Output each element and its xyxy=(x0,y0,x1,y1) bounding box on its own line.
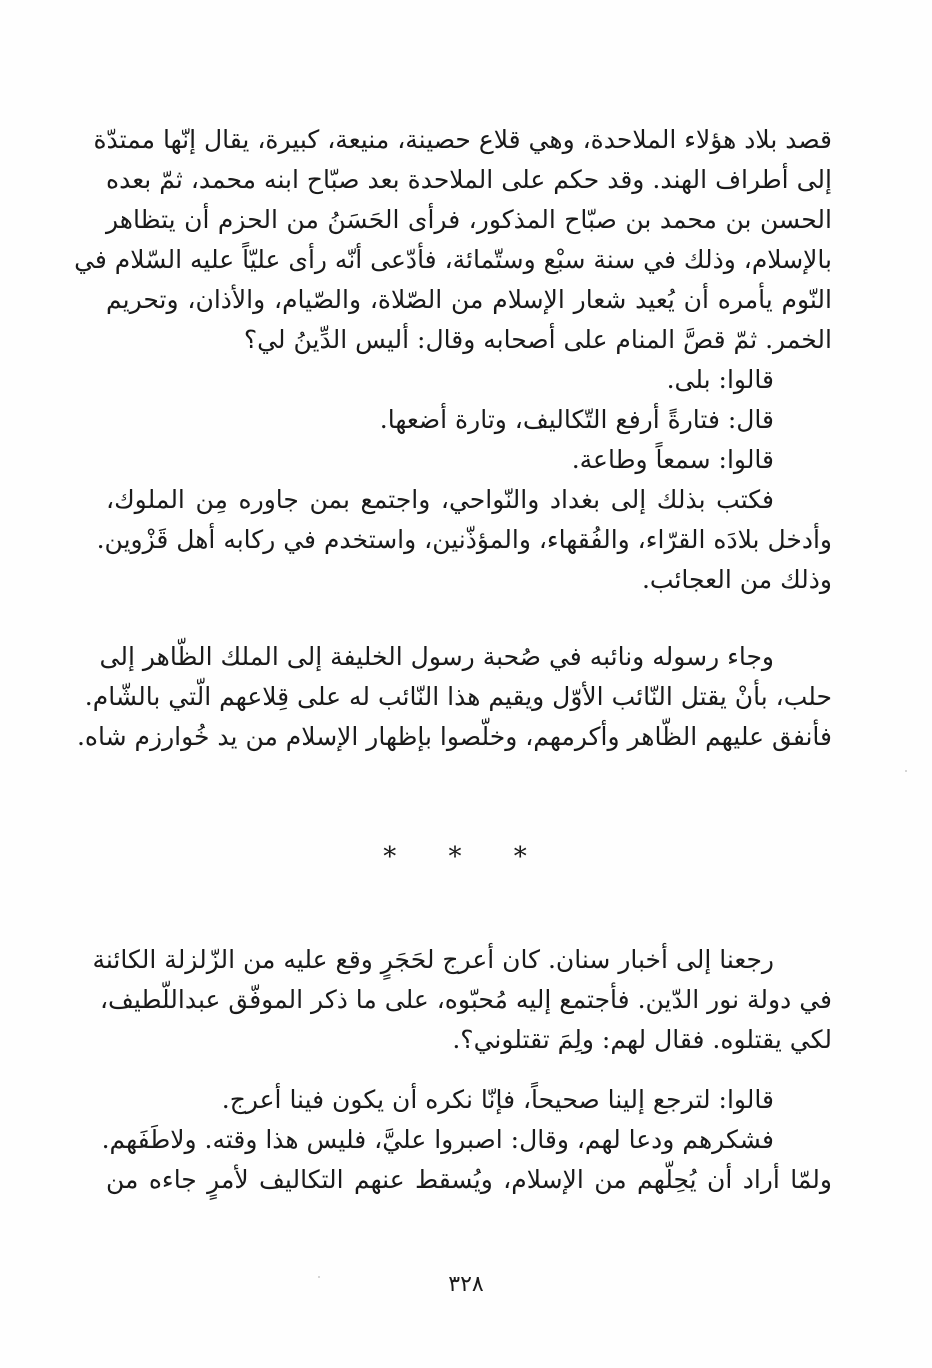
text-line: قالوا: لترجع إلينا صحيحاً، فإنّا نكره أن يكون فينا أعرج. xyxy=(221,1085,774,1114)
text-line: وأدخل بلادَه القرّاء، والفُقهاء، والمؤذّنين، واستخدم في ركابه أهل قَزْوين. xyxy=(96,525,832,554)
text-line: فأنفق عليهم الظّاهر وأكرمهم، وخلّصوا بإظهار الإسلام من يد خُوارزم شاه. xyxy=(76,722,832,751)
paragraph-group-3 xyxy=(92,940,832,1060)
scan-speck xyxy=(905,770,907,772)
scan-speck xyxy=(318,1276,320,1278)
text-line: الخمر. ثمّ قصَّ المنام على أصحابه وقال: أليس الدِّينُ لي؟ xyxy=(243,325,832,354)
text-line: وذلك من العجائب. xyxy=(641,565,832,594)
section-separator: * * * xyxy=(383,842,549,872)
text-line: لكي يقتلوه. فقال لهم: ولِمَ تقتلوني؟. xyxy=(452,1025,832,1054)
text-line: رجعنا إلى أخبار سنان. كان أعرج لحَجَرٍ وقع عليه من الزّلزلة الكائنة xyxy=(92,945,774,974)
text-line: قصد بلاد هؤلاء الملاحدة، وهي قلاع حصينة، منيعة، كبيرة، يقال إنّها ممتدّة xyxy=(93,125,832,154)
text-line: وجاء رسوله ونائبه في صُحبة رسول الخليفة إلى الملك الظّاهر إلى xyxy=(99,642,774,671)
page-number: ٣٢٨ xyxy=(448,1272,484,1297)
text-line: فشكرهم ودعا لهم، وقال: اصبروا عليَّ، فليس هذا وقته. ولاطَفَهم. xyxy=(101,1125,774,1154)
text-line: قالوا: بلى. xyxy=(666,365,774,394)
text-line: في دولة نور الدّين. فأجتمع إليه مُحبّوه، على ما ذكر الموفّق عبداللّطيف، xyxy=(99,985,832,1014)
text-line: النّوم يأمره أن يُعيد شعار الإسلام من الصّلاة، والصّيام، والأذان، وتحريم xyxy=(106,285,832,314)
paragraph-group-4 xyxy=(101,1080,832,1200)
text-line: قالوا: سمعاً وطاعة. xyxy=(571,445,774,474)
paragraph-group-2 xyxy=(76,637,832,757)
text-line: ولمّا أراد أن يُحِلّهم من الإسلام، ويُسقط عنهم التكاليف لأمرٍ جاءه من xyxy=(106,1165,832,1194)
text-line: حلب، بأنْ يقتل النّائب الأوّل ويقيم هذا النّائب له على قِلاعهم الّتي بالشّام. xyxy=(84,682,832,711)
text-line: إلى أطراف الهند. وقد حكم على الملاحدة بعد صبّاح ابنه محمد، ثمّ بعده xyxy=(106,165,832,194)
text-line: بالإسلام، وذلك في سنة سبْع وستّمائة، فأدّعى أنّه رأى عليّاً عليه السّلام في xyxy=(74,245,832,274)
text-line: الحسن بن محمد بن صبّاح المذكور، فرأى الحَسَنُ من الحزم أن يتظاهر xyxy=(106,205,832,234)
text-line: فكتب بذلك إلى بغداد والنّواحي، واجتمع بمن جاوره مِن الملوك، xyxy=(106,485,774,514)
paragraph-group-1 xyxy=(74,120,832,600)
text-line: قال: فتارةً أرفع التّكاليف، وتارة أضعها. xyxy=(379,405,774,434)
